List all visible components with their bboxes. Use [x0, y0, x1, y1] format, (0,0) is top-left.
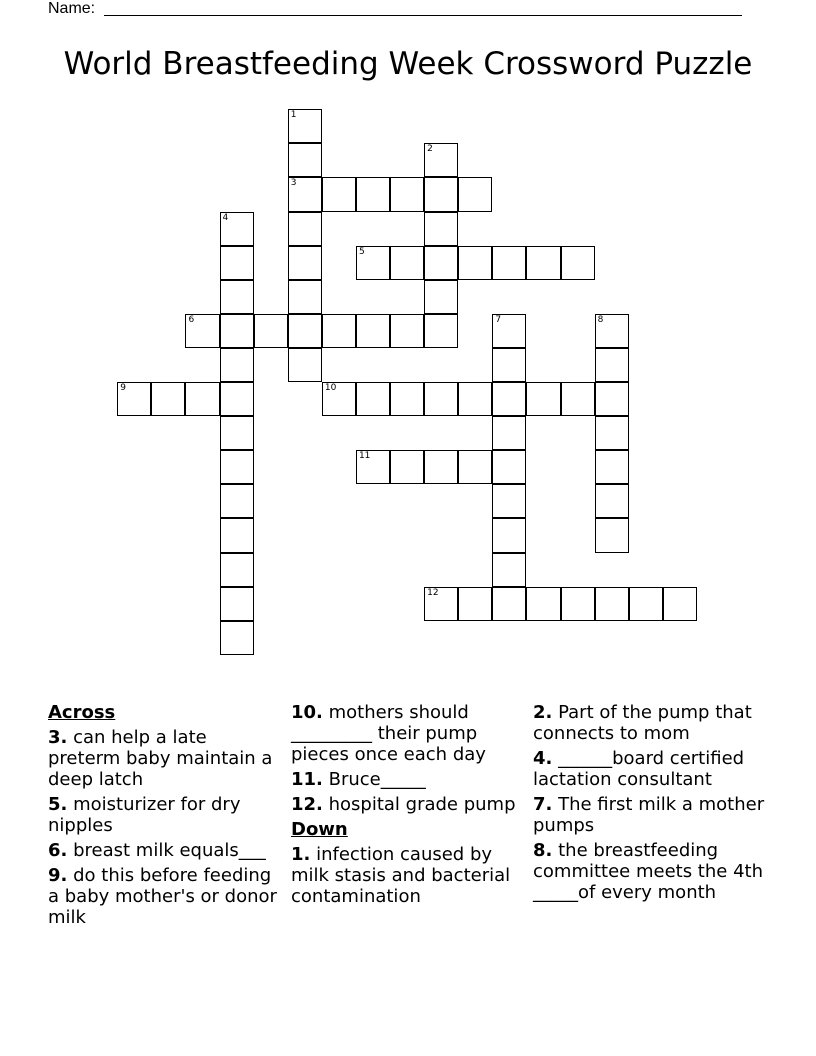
clue-text: Bruce_____ [322, 769, 426, 790]
crossword-cell[interactable] [220, 450, 254, 484]
crossword-cell[interactable] [220, 348, 254, 382]
crossword-cell[interactable] [288, 109, 322, 143]
crossword-cell[interactable] [220, 484, 254, 518]
crossword-cell[interactable] [254, 314, 288, 348]
crossword-cell[interactable] [390, 314, 424, 348]
clue-text: infection caused by milk stasis and bacterial contamination [291, 844, 511, 907]
clue-text: The first milk a mother pumps [533, 794, 765, 836]
crossword-cell[interactable] [492, 314, 526, 348]
clue-down-8 [533, 840, 773, 903]
crossword-cell[interactable] [492, 416, 526, 450]
clue-text: ______board certified lactation consultant [533, 748, 745, 790]
crossword-cell[interactable] [663, 587, 697, 621]
crossword-cell[interactable] [117, 382, 151, 416]
crossword-cell[interactable] [492, 553, 526, 587]
clue-text: hospital grade pump [322, 794, 516, 815]
crossword-cell[interactable] [288, 246, 322, 280]
crossword-cell[interactable] [390, 382, 424, 416]
crossword-cell[interactable] [390, 450, 424, 484]
crossword-cell[interactable] [288, 177, 322, 211]
crossword-cell[interactable] [526, 382, 560, 416]
clues-column-3 [533, 702, 773, 907]
crossword-cell[interactable] [595, 382, 629, 416]
crossword-cell[interactable] [356, 246, 390, 280]
crossword-cell[interactable] [458, 246, 492, 280]
clue-number: 9. [48, 865, 68, 886]
crossword-cell[interactable] [492, 348, 526, 382]
clue-text: do this before feeding a baby mother's or donor milk [48, 865, 277, 928]
crossword-cell[interactable] [288, 143, 322, 177]
cell-number: 8 [597, 314, 604, 325]
crossword-cell[interactable] [561, 246, 595, 280]
crossword-cell[interactable] [424, 246, 458, 280]
crossword-cell[interactable] [424, 212, 458, 246]
crossword-cell[interactable] [424, 177, 458, 211]
clue-text: breast milk equals___ [67, 840, 266, 861]
crossword-cell[interactable] [492, 587, 526, 621]
clue-text: Part of the pump that connects to mom [533, 702, 752, 744]
crossword-cell[interactable] [492, 382, 526, 416]
clue-number: 8. [533, 840, 553, 861]
clue-across-9 [48, 865, 284, 928]
clue-down-4 [533, 748, 773, 790]
clue-number: 5. [48, 794, 68, 815]
crossword-cell[interactable] [526, 587, 560, 621]
crossword-cell[interactable] [458, 587, 492, 621]
crossword-cell[interactable] [356, 450, 390, 484]
clue-text: moisturizer for dry nipples [48, 794, 241, 836]
crossword-cell[interactable] [595, 348, 629, 382]
crossword-cell[interactable] [424, 450, 458, 484]
cell-number: 5 [358, 246, 365, 257]
crossword-cell[interactable] [424, 143, 458, 177]
clue-across-3 [48, 727, 284, 790]
crossword-cell[interactable] [424, 314, 458, 348]
crossword-cell[interactable] [288, 212, 322, 246]
cell-number: 6 [188, 314, 195, 325]
cell-number: 1 [290, 110, 297, 121]
crossword-cell[interactable] [492, 246, 526, 280]
cell-number: 3 [290, 178, 297, 189]
crossword-cell[interactable] [356, 314, 390, 348]
crossword-cell[interactable] [356, 382, 390, 416]
crossword-cell[interactable] [322, 177, 356, 211]
clue-across-10 [291, 702, 529, 765]
clue-down-1 [291, 844, 529, 907]
crossword-cell[interactable] [424, 382, 458, 416]
clue-across-6 [48, 840, 284, 861]
crossword-cell[interactable] [492, 518, 526, 552]
crossword-cell[interactable] [458, 450, 492, 484]
clues-column-2 [291, 702, 529, 911]
clue-across-11 [291, 769, 529, 790]
cell-number: 7 [495, 314, 502, 325]
crossword-cell[interactable] [185, 314, 219, 348]
crossword-cell[interactable] [526, 246, 560, 280]
crossword-cell[interactable] [595, 314, 629, 348]
crossword-cell[interactable] [424, 280, 458, 314]
crossword-cell[interactable] [220, 212, 254, 246]
crossword-cell[interactable] [492, 484, 526, 518]
crossword-cell[interactable] [220, 416, 254, 450]
crossword-cell[interactable] [288, 280, 322, 314]
crossword-cell[interactable] [595, 484, 629, 518]
crossword-cell[interactable] [322, 314, 356, 348]
clue-number: 12. [291, 794, 323, 815]
crossword-cell[interactable] [220, 280, 254, 314]
cell-number: 10 [324, 383, 337, 394]
clue-down-2 [533, 702, 773, 744]
crossword-cell[interactable] [220, 518, 254, 552]
clue-number: 2. [533, 702, 553, 723]
crossword-cell[interactable] [220, 553, 254, 587]
crossword-cell[interactable] [595, 518, 629, 552]
clue-across-5 [48, 794, 284, 836]
crossword-cell[interactable] [220, 314, 254, 348]
crossword-cell[interactable] [458, 177, 492, 211]
crossword-cell[interactable] [424, 587, 458, 621]
down-heading: Down [291, 819, 348, 840]
clue-number: 4. [533, 748, 553, 769]
crossword-cell[interactable] [390, 177, 424, 211]
name-label: Name: [48, 0, 96, 17]
clue-text: can help a late preterm baby maintain a deep latch [48, 727, 273, 790]
crossword-cell[interactable] [390, 246, 424, 280]
clue-number: 11. [291, 769, 323, 790]
crossword-cell[interactable] [288, 314, 322, 348]
cell-number: 4 [222, 212, 229, 223]
crossword-cell[interactable] [220, 587, 254, 621]
across-heading: Across [48, 702, 116, 723]
cell-number: 11 [358, 451, 371, 462]
crossword-cell[interactable] [595, 450, 629, 484]
crossword-cell[interactable] [629, 587, 663, 621]
crossword-cell[interactable] [356, 177, 390, 211]
crossword-cell[interactable] [220, 621, 254, 655]
clues-column-1 [48, 702, 284, 932]
page-title: World Breastfeeding Week Crossword Puzzle [63, 46, 753, 82]
crossword-cell[interactable] [322, 382, 356, 416]
clue-text: mothers should _________ their pump pieces once each day [291, 702, 486, 765]
clue-across-12 [291, 794, 529, 815]
cell-number: 9 [120, 383, 126, 394]
clue-text: the breastfeeding committee meets the 4th _____of every month [533, 840, 763, 903]
clue-number: 6. [48, 840, 68, 861]
clue-down-7 [533, 794, 773, 836]
crossword-cell[interactable] [288, 348, 322, 382]
clue-number: 1. [291, 844, 311, 865]
clue-number: 7. [533, 794, 553, 815]
crossword-cell[interactable] [151, 382, 185, 416]
crossword-cell[interactable] [595, 587, 629, 621]
cell-number: 12 [427, 587, 439, 598]
crossword-cell[interactable] [185, 382, 219, 416]
crossword-cell[interactable] [561, 382, 595, 416]
crossword-cell[interactable] [492, 450, 526, 484]
crossword-cell[interactable] [561, 587, 595, 621]
crossword-cell[interactable] [220, 382, 254, 416]
clue-number: 10. [291, 702, 323, 723]
clue-number: 3. [48, 727, 68, 748]
crossword-cell[interactable] [220, 246, 254, 280]
crossword-cell[interactable] [595, 416, 629, 450]
cell-number: 2 [427, 144, 433, 155]
crossword-cell[interactable] [458, 382, 492, 416]
